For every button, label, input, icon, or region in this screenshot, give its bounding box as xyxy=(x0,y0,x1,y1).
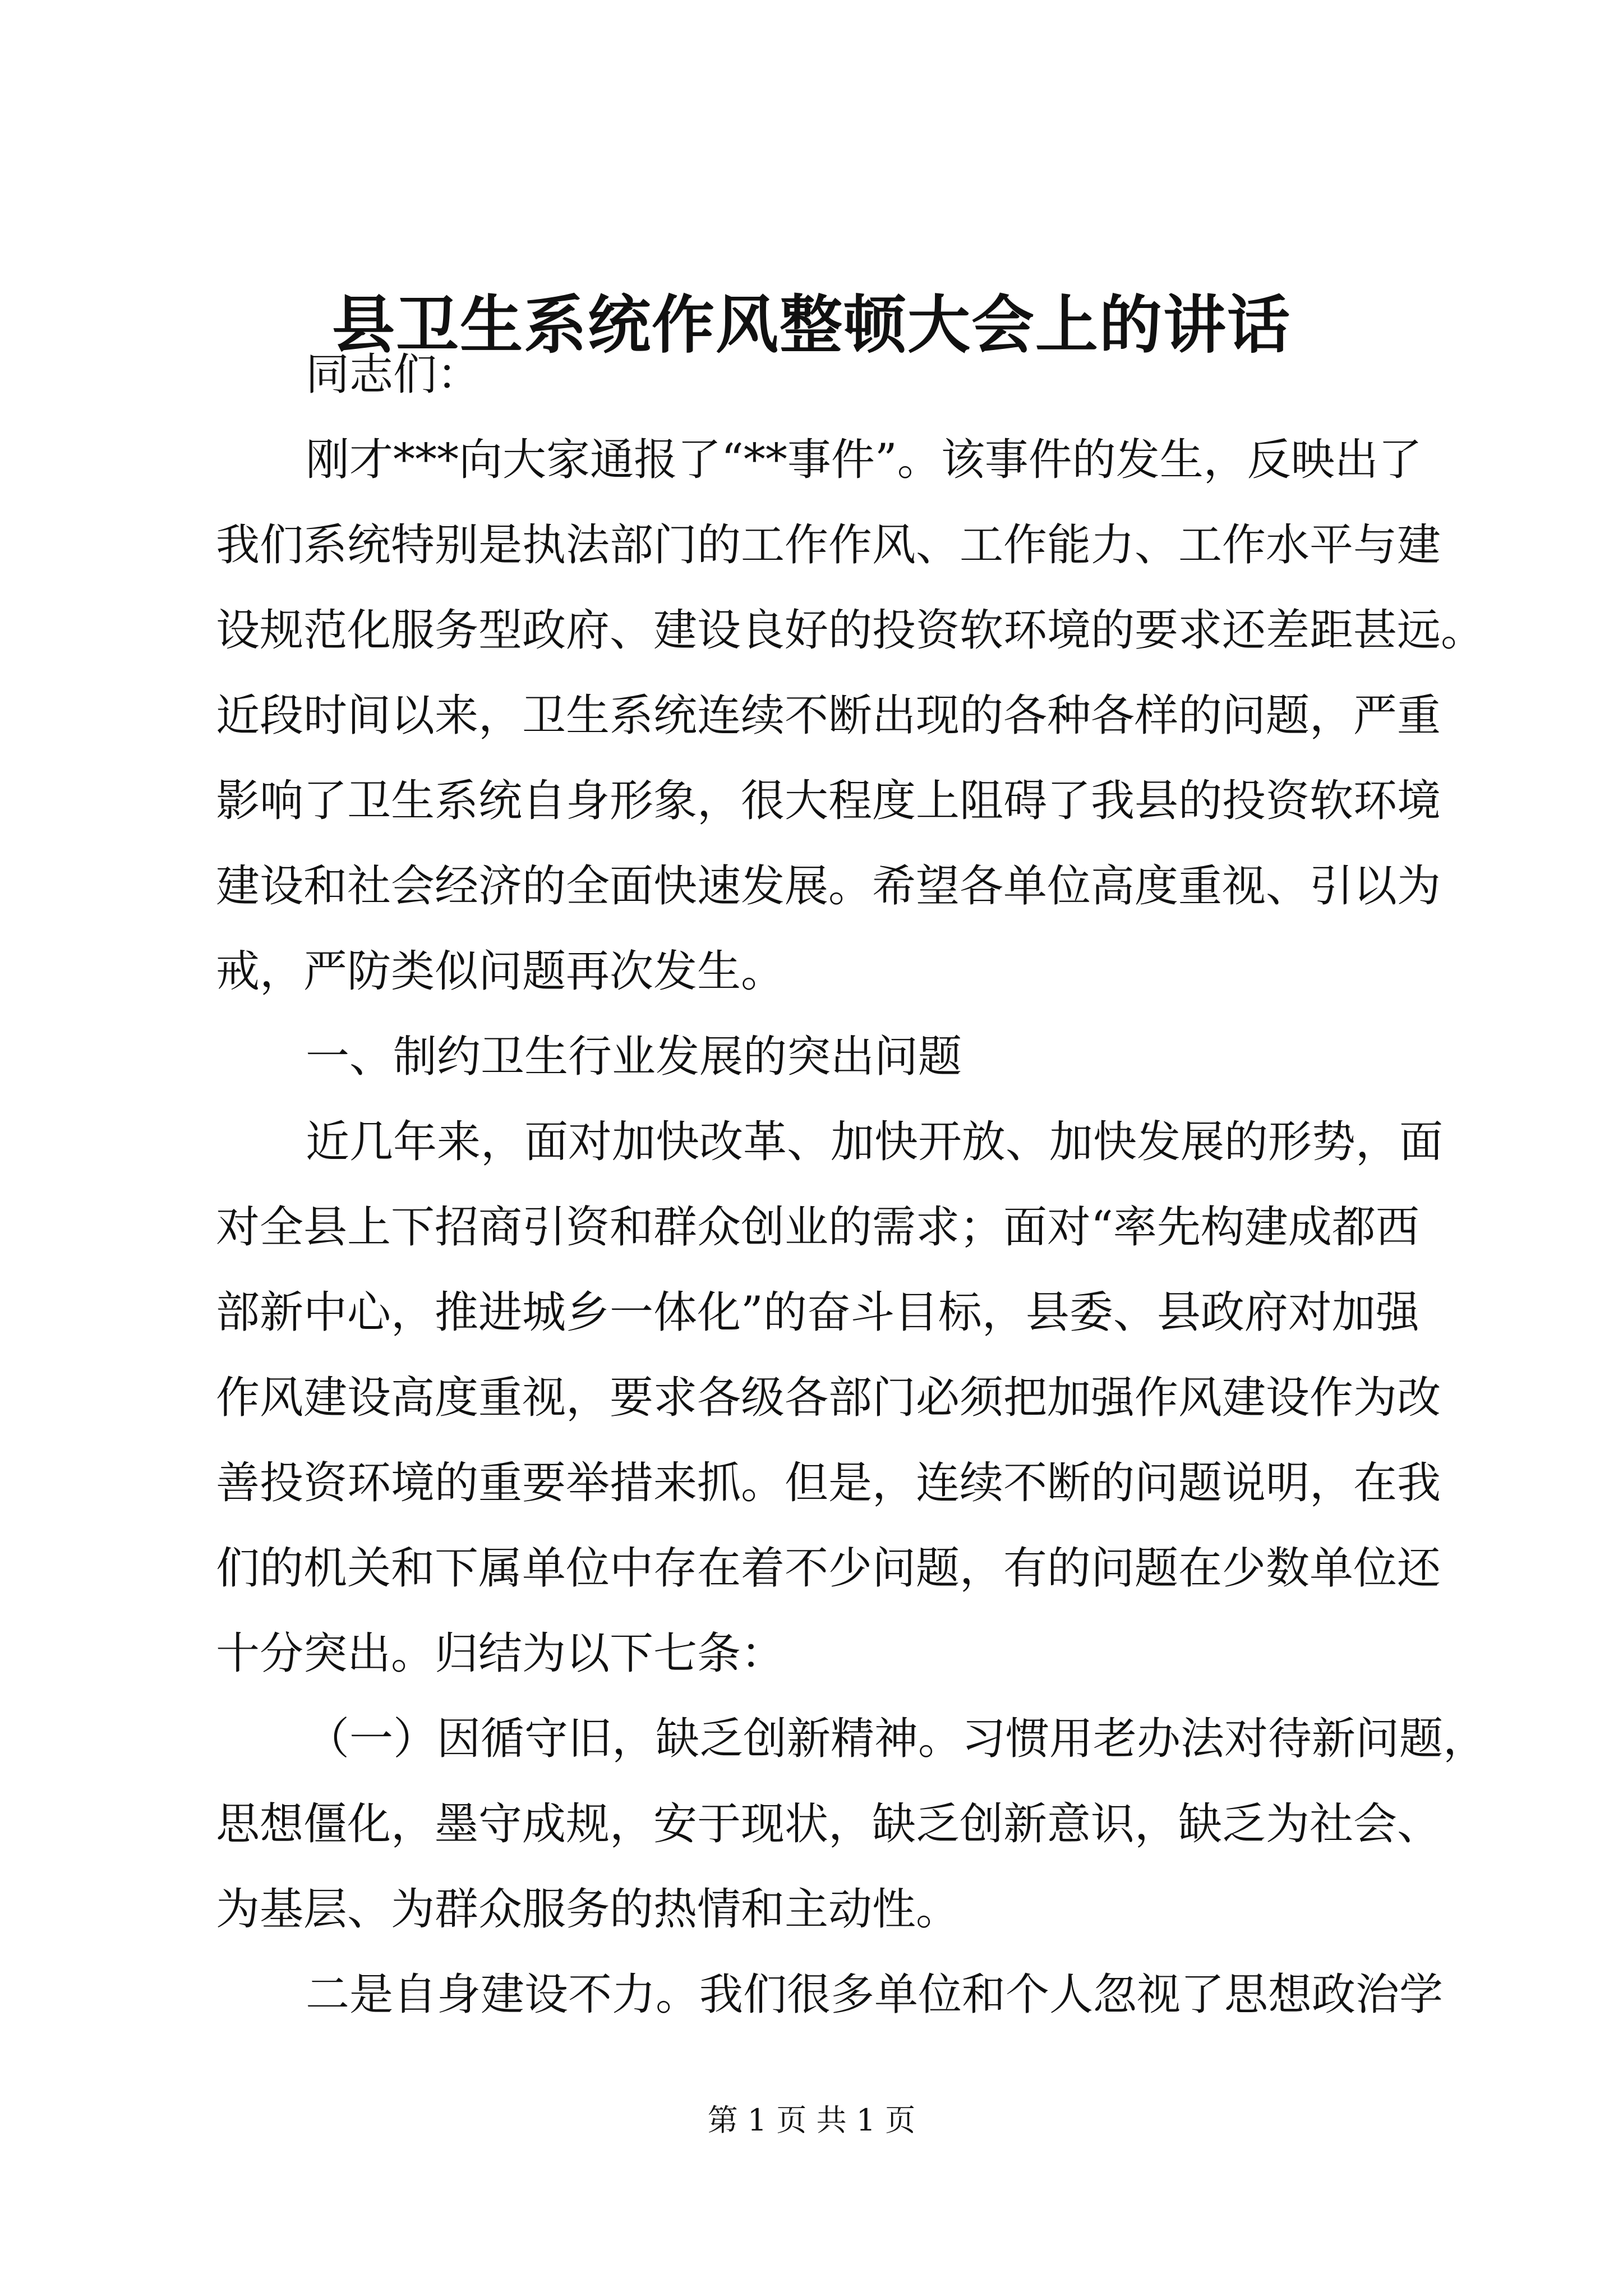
text-line: 们的机关和下属单位中存在着不少问题，有的问题在少数单位还 xyxy=(216,1543,1441,1594)
document-title: 县卫生系统作风整顿大会上的讲话 xyxy=(332,288,1291,362)
text-line-salutation: 同志们： xyxy=(306,349,481,400)
text-line: 近段时间以来，卫生系统连续不断出现的各种各样的问题，严重 xyxy=(216,691,1441,741)
text-line: 戒，严防类似问题再次发生。 xyxy=(216,946,785,997)
text-line: 设规范化服务型政府、建设良好的投资软环境的要求还差距甚远。 xyxy=(216,605,1485,656)
text-line: 我们系统特别是执法部门的工作作风、工作能力、工作水平与建 xyxy=(216,520,1441,570)
text-line: 作风建设高度重视，要求各级各部门必须把加强作风建设作为改 xyxy=(216,1373,1441,1423)
text-line: 为基层、为群众服务的热情和主动性。 xyxy=(216,1884,960,1935)
text-line: 对全县上下招商引资和群众创业的需求；面对“率先构建成都西 xyxy=(216,1202,1419,1253)
text-line: 十分突出。归结为以下七条： xyxy=(216,1628,785,1679)
text-line: 近几年来，面对加快改革、加快开放、加快发展的形势，面 xyxy=(306,1117,1444,1167)
text-line: 善投资环境的重要举措来抓。但是，连续不断的问题说明，在我 xyxy=(216,1458,1441,1508)
page-footer: 第 1 页 共 1 页 xyxy=(707,2102,916,2138)
section-heading: 一、制约卫生行业发展的突出问题 xyxy=(306,1032,962,1082)
text-line: 影响了卫生系统自身形象，很大程度上阻碍了我县的投资软环境 xyxy=(216,776,1441,826)
text-line: 部新中心，推进城乡一体化”的奋斗目标，县委、县政府对加强 xyxy=(216,1287,1419,1338)
subsection-line: （一）因循守旧，缺乏创新精神。习惯用老办法对待新问题， xyxy=(306,1714,1487,1764)
text-line: 建设和社会经济的全面快速发展。希望各单位高度重视、引以为 xyxy=(216,861,1441,912)
text-line: 刚才***向大家通报了“**事件”。该事件的发生，反映出了 xyxy=(306,435,1422,485)
text-line: 思想僵化，墨守成规，安于现状，缺乏创新意识，缺乏为社会、 xyxy=(216,1799,1441,1849)
text-line: 二是自身建设不力。我们很多单位和个人忽视了思想政治学 xyxy=(306,1970,1444,2020)
